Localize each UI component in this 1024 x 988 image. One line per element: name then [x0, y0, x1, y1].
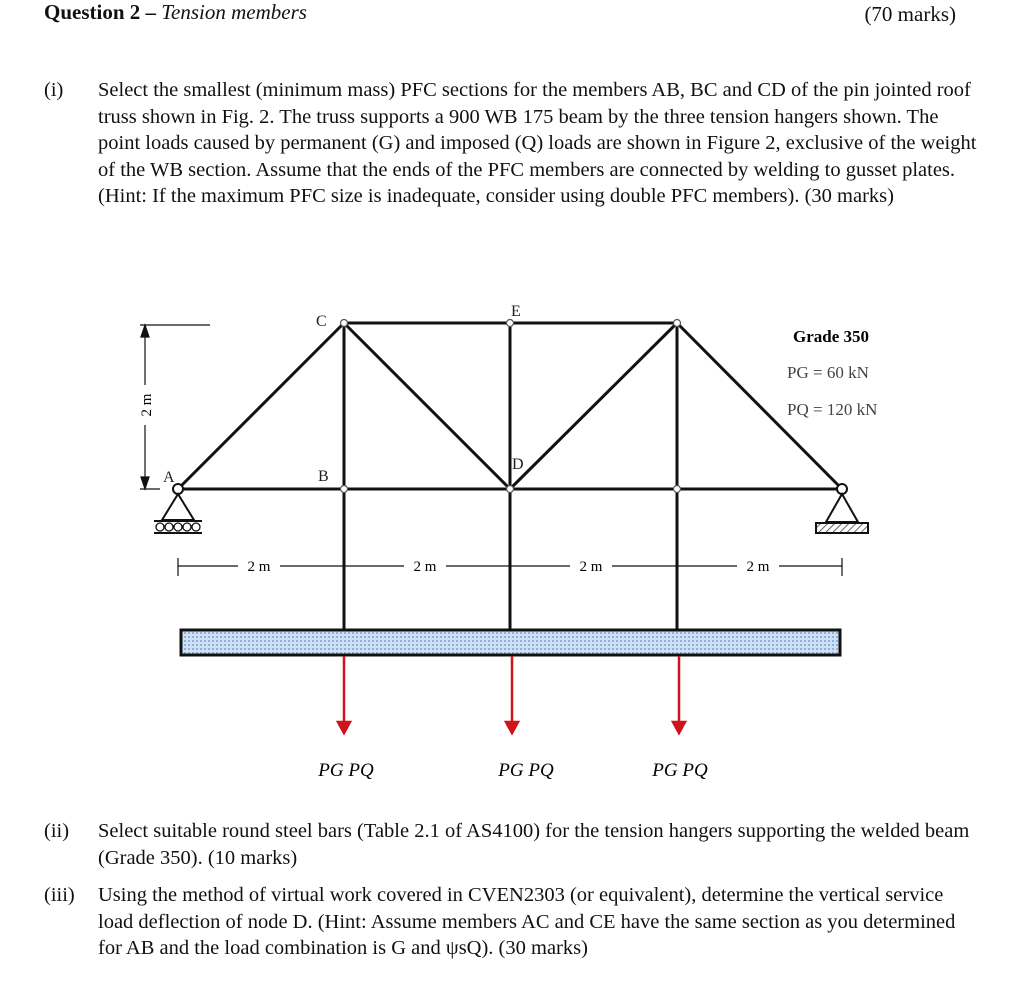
truss-members: [178, 323, 842, 630]
part-number: (ii): [44, 820, 70, 842]
part-text: Select the smallest (minimum mass) PFC sections for the members AB, BC and CD of the pin jointed roof truss shown in Fig. 2. The truss supports a 900 WB 175 beam by the three tension hangers shown. The point loads caused by permanent (G) and imposed (Q) loads are shown in Figure 2, exclusive of the weight of the WB section. Assume that the ends of the PFC members are connected by welding to gusset plates. (Hint: If the maximum PFC size is inadequate, consider using double PFC members). (30 marks): [98, 79, 977, 207]
grade-label: Grade 350: [793, 327, 870, 346]
member-ac: [178, 323, 344, 489]
pg-value: PG = 60 kN: [787, 363, 869, 382]
part-number: (i): [44, 79, 64, 101]
load-label: PG PQ: [652, 760, 708, 781]
span-dim-label: 2 m: [746, 559, 770, 575]
member-cd: [344, 323, 510, 489]
node-label-d: D: [512, 456, 524, 473]
part-text: Select suitable round steel bars (Table 2.1 of AS4100) for the tension hangers supporting the welded beam (Grade 350). (10 marks): [98, 820, 970, 869]
roller-support-icon: [154, 494, 202, 533]
load-arrows: [338, 656, 685, 733]
pq-value: PQ = 120 kN: [787, 400, 878, 419]
span-dim-label: 2 m: [413, 559, 437, 575]
question-title: Question 2 – Tension members: [44, 0, 307, 24]
load-label: PG PQ: [318, 760, 374, 781]
wb-beam: [181, 630, 840, 655]
span-dim-label: 2 m: [247, 559, 271, 575]
span-dim-label: 2 m: [579, 559, 603, 575]
load-label: PG PQ: [498, 760, 554, 781]
part-number: (iii): [44, 884, 75, 906]
node-label-e: E: [511, 303, 521, 320]
total-marks: (70 marks): [864, 2, 956, 26]
node-label-c: C: [316, 313, 327, 330]
member-diagonal-right: [510, 323, 677, 489]
pin-support-icon: [816, 494, 868, 533]
height-dim-label: 2 m: [139, 393, 155, 417]
part-text: Using the method of virtual work covered in CVEN2303 (or equivalent), determine the vertical service load deflection of node D. (Hint: Assume members AC and CE have the same section as you determined for AB and the load combination is G and ψsQ). (30 marks): [98, 884, 956, 959]
node-label-a: A: [163, 469, 175, 486]
node-label-b: B: [318, 468, 329, 485]
